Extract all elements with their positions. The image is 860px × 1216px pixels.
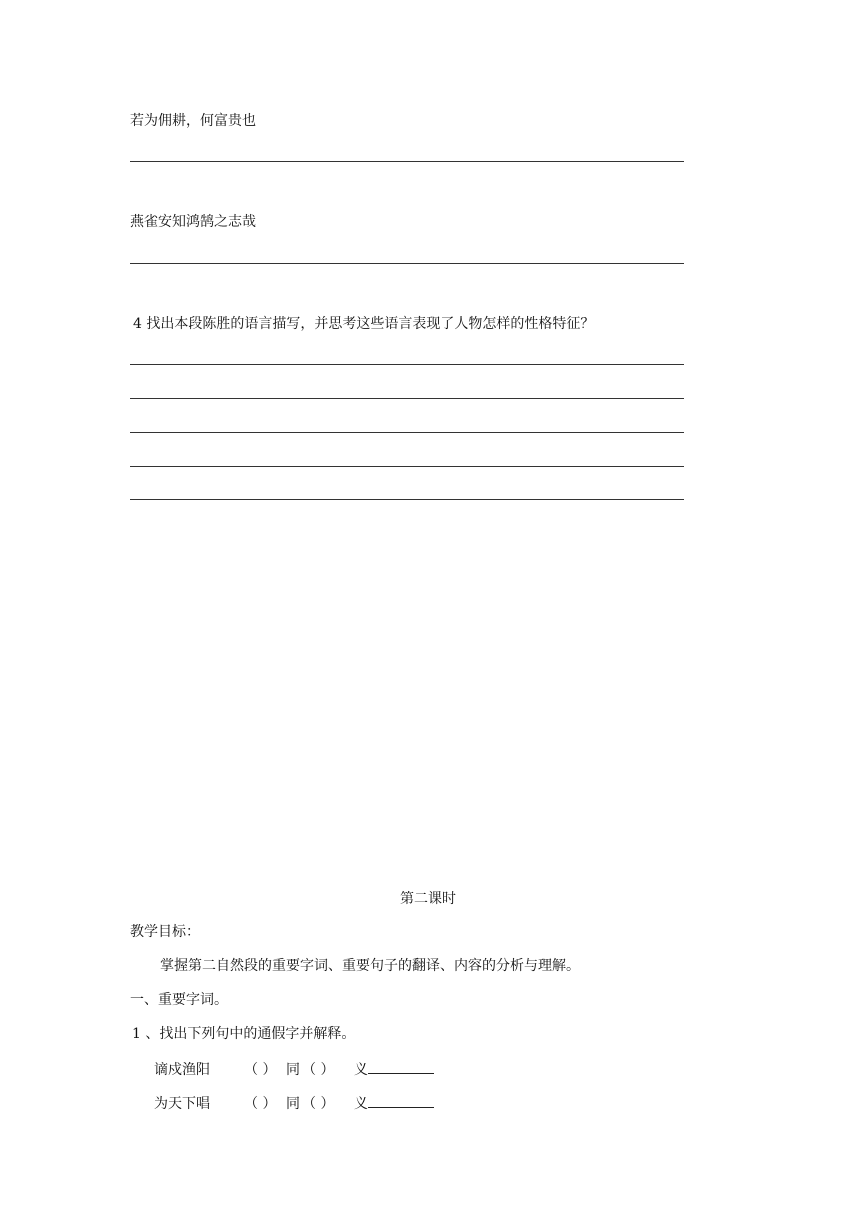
goal-heading: 教学目标：	[130, 924, 200, 940]
tongjia-row-2	[154, 1095, 434, 1111]
tongjia-row-1	[154, 1061, 434, 1077]
tong-label: 同	[286, 1062, 300, 1078]
answer-line-q4-3[interactable]	[130, 432, 684, 433]
answer-line-q4-4[interactable]	[130, 466, 684, 467]
yi-label: 义	[354, 1096, 368, 1112]
answer-line-q4-5[interactable]	[130, 499, 684, 500]
yi-label: 义	[354, 1062, 368, 1078]
paren-blank[interactable]: （ ）	[302, 1062, 335, 1078]
tongjia-term: 谪戍渔阳	[154, 1062, 210, 1078]
meaning-blank[interactable]	[368, 1061, 434, 1074]
paren-blank[interactable]: （ ）	[244, 1096, 277, 1112]
answer-line-2[interactable]	[130, 263, 684, 264]
tongjia-term: 为天下唱	[154, 1096, 210, 1112]
section-heading-vocab: 一、重要字词。	[130, 992, 228, 1008]
q3-item-1-text: 若为佣耕，何富贵也	[130, 113, 256, 129]
goal-text: 掌握第二自然段的重要字词、重要句子的翻译、内容的分析与理解。	[160, 958, 580, 974]
lesson-title: 第二课时	[400, 891, 456, 907]
task-1-instruction: 1 、找出下列句中的通假字并解释。	[132, 1026, 356, 1042]
q3-item-2-text: 燕雀安知鸿鹄之志哉	[130, 214, 256, 230]
paren-blank[interactable]: （ ）	[302, 1096, 335, 1112]
paren-blank[interactable]: （ ）	[244, 1062, 277, 1078]
answer-line-q4-2[interactable]	[130, 398, 684, 399]
tong-label: 同	[286, 1096, 300, 1112]
q4-prompt: 4 找出本段陈胜的语言描写，并思考这些语言表现了人物怎样的性格特征？	[133, 316, 595, 332]
answer-line-q4-1[interactable]	[130, 364, 684, 365]
meaning-blank[interactable]	[368, 1095, 434, 1108]
answer-line-1[interactable]	[130, 161, 684, 162]
